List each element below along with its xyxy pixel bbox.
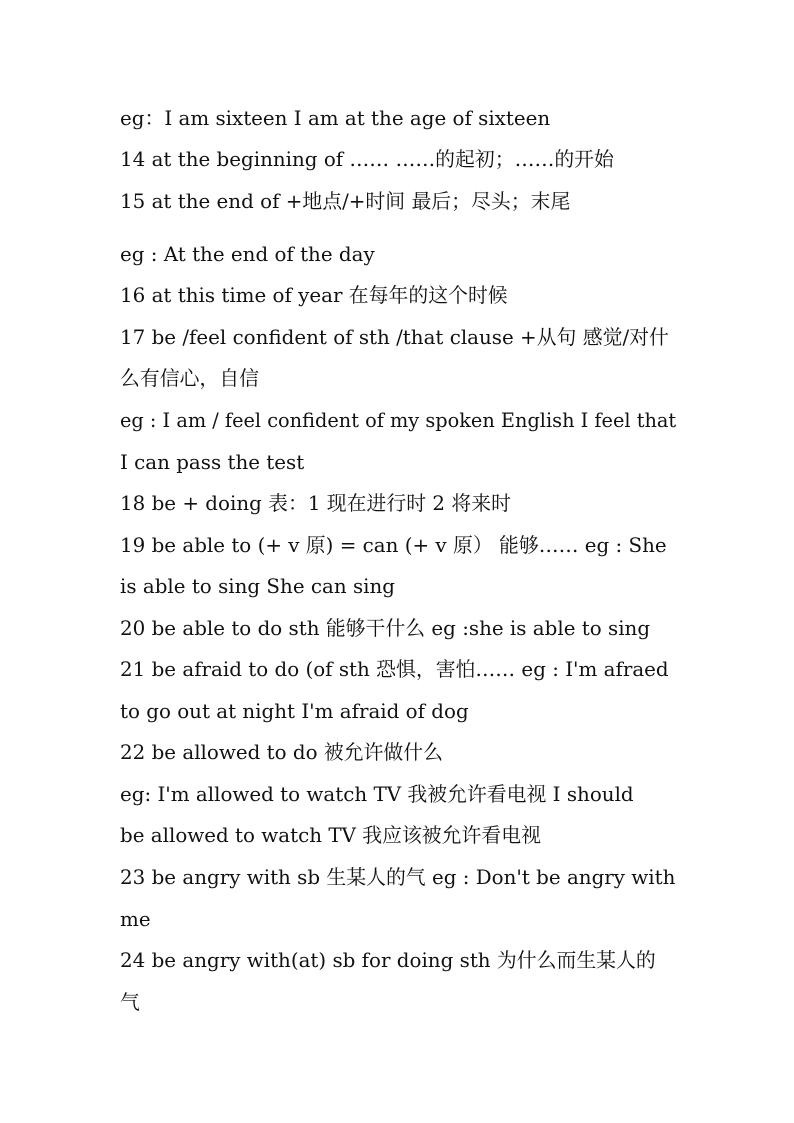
doc-line-17: 17 be /feel confident of sth /that clause +从句 感觉/对什	[120, 325, 669, 349]
doc-line-23-cont: me	[120, 907, 151, 931]
doc-line-15: 15 at the end of +地点/+时间 最后；尽头；末尾	[120, 189, 571, 213]
doc-line-21: 21 be afraid to do (of sth 恐惧，害怕…… eg : I'm afraed	[120, 657, 669, 681]
doc-line-21-cont: to go out at night I'm afraid of dog	[120, 699, 469, 723]
doc-line-eg-sixteen: eg：I am sixteen I am at the age of sixteen	[120, 106, 551, 130]
doc-line-eg-allowed-cont: be allowed to watch TV 我应该被允许看电视	[120, 823, 541, 847]
doc-line-22: 22 be allowed to do 被允许做什么	[120, 740, 444, 764]
doc-line-17-cont: 么有信心，自信	[120, 366, 260, 390]
doc-line-19: 19 be able to (+ v 原) = can (+ v 原） 能够…… eg : She	[120, 533, 667, 557]
doc-line-16: 16 at this time of year 在每年的这个时候	[120, 283, 508, 307]
doc-line-19-cont: is able to sing She can sing	[120, 574, 395, 598]
doc-line-eg-confident: eg : I am / feel confident of my spoken English I feel that	[120, 408, 677, 432]
doc-line-24: 24 be angry with(at) sb for doing sth 为什么而生某人的	[120, 948, 656, 972]
doc-line-eg-end-of-day: eg : At the end of the day	[120, 242, 375, 266]
doc-line-20: 20 be able to do sth 能够干什么 eg :she is able to sing	[120, 616, 651, 640]
doc-line-23: 23 be angry with sb 生某人的气 eg : Don't be angry with	[120, 865, 676, 889]
doc-line-14: 14 at the beginning of …… ……的起初；……的开始	[120, 147, 614, 171]
doc-line-eg-confident-cont: I can pass the test	[120, 450, 305, 474]
doc-line-18: 18 be + doing 表：1 现在进行时 2 将来时	[120, 491, 511, 515]
doc-line-24-cont: 气	[120, 990, 140, 1014]
doc-line-eg-allowed: eg: I'm allowed to watch TV 我被允许看电视 I should	[120, 782, 634, 806]
